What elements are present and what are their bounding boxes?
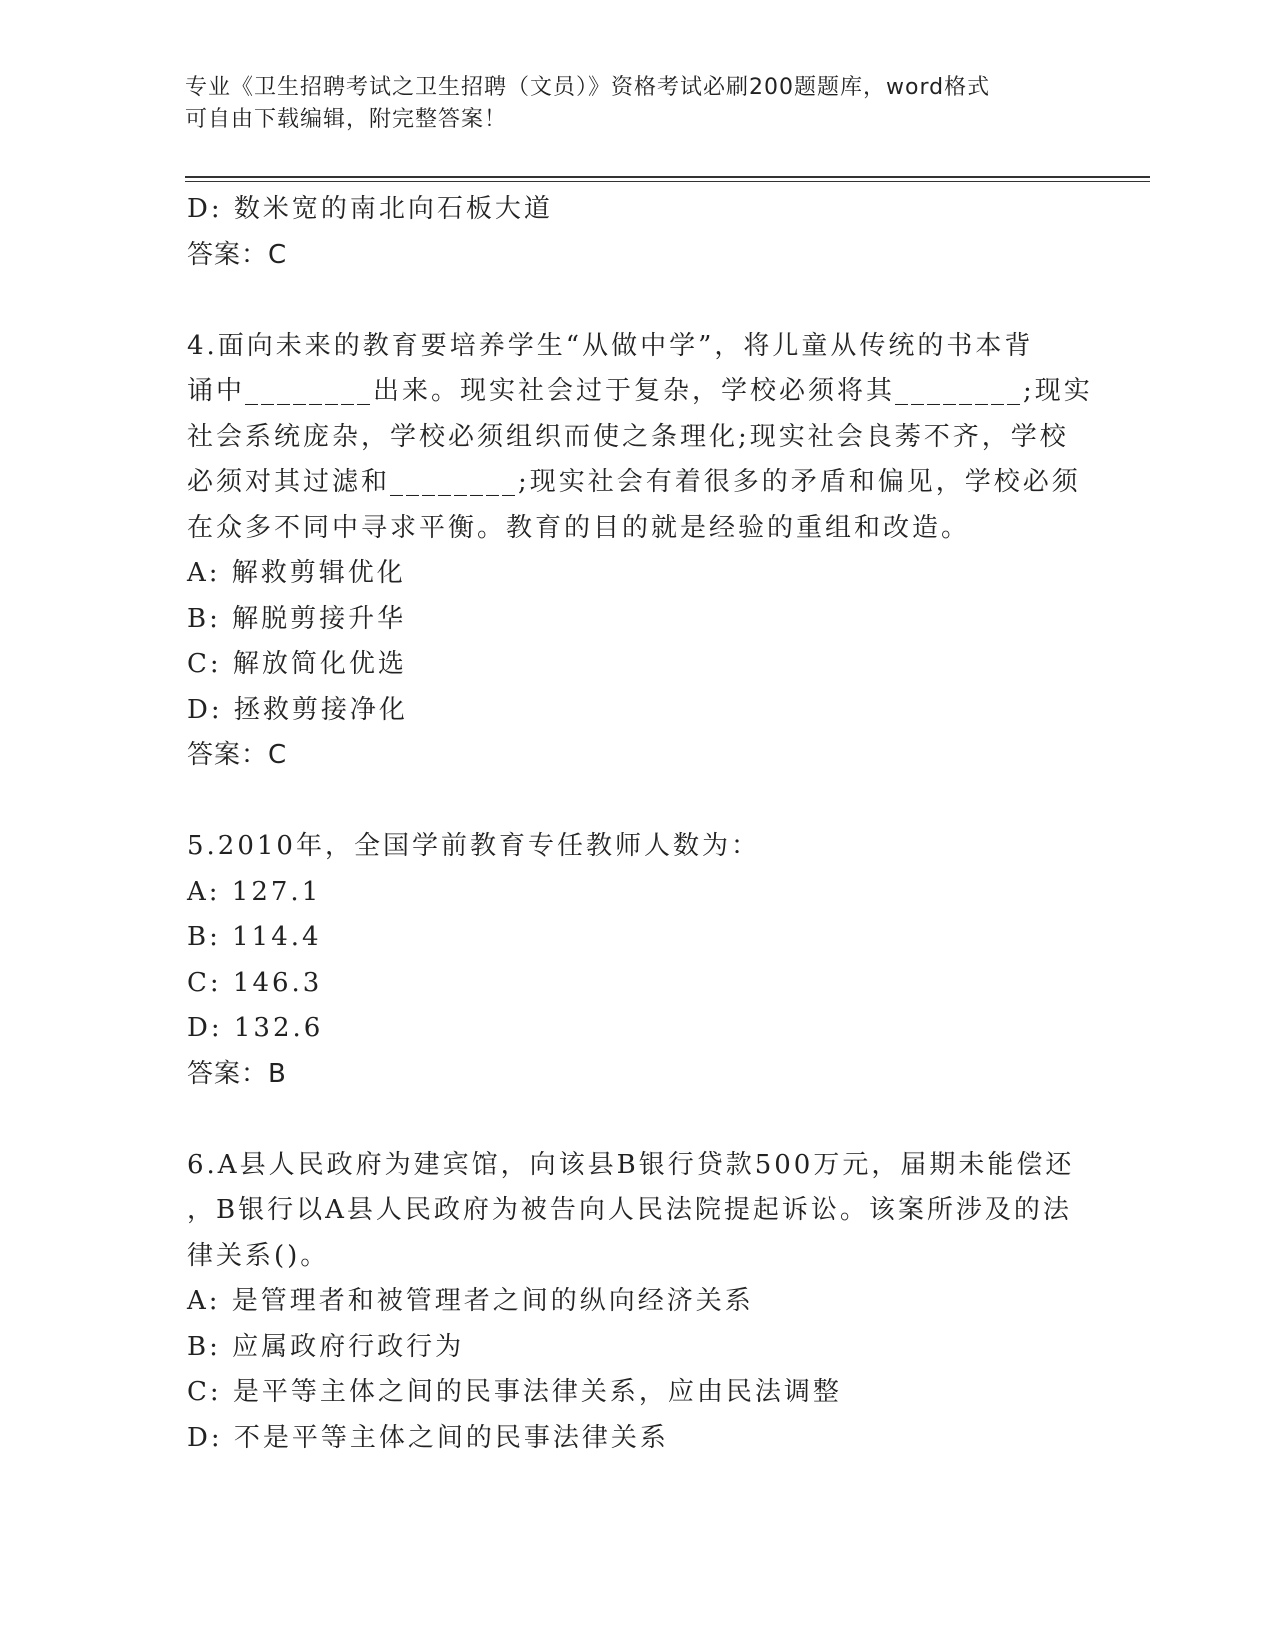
option-c: C: 是平等主体之间的民事法律关系，应由民法调整 [187, 1377, 842, 1407]
question-stem-line: 5.2010年，全国学前教育专任教师人数为： [187, 831, 760, 861]
header-rule-thin [185, 181, 1150, 182]
option-b: B: 解脱剪接升华 [187, 603, 407, 634]
question-stem-line: 在众多不同中寻求平衡。教育的目的就是经验的重组和改造。 [187, 512, 971, 543]
question-stem-line: 必须对其过滤和________;现实社会有着很多的矛盾和偏见，学校必须 [187, 467, 1081, 497]
spacer [187, 278, 1087, 324]
question-stem-line: 4.面向未来的教育要培养学生“从做中学”，将儿童从传统的书本背 [187, 330, 1034, 361]
answer-line: 答案：C [187, 239, 288, 270]
question-stem-line: 律关系()。 [187, 1240, 330, 1271]
option-a: A: 解救剪辑优化 [187, 558, 406, 588]
option-c: C: 解放简化优选 [187, 649, 407, 679]
question-stem-line: 社会系统庞杂，学校必须组织而使之条理化;现实社会良莠不齐，学校 [187, 421, 1069, 452]
answer-line: 答案：C [187, 740, 288, 770]
document-header [185, 72, 1085, 136]
answer-line: 答案：B [187, 1058, 287, 1089]
previous-question-tail [187, 187, 1087, 278]
header-line-2: 可自由下载编辑，附完整答案！ [185, 107, 508, 132]
option-c: C: 146.3 [187, 967, 323, 998]
header-line-1: 专业《卫生招聘考试之卫生招聘（文员）》资格考试必刷200题题库，word格式 [185, 75, 991, 100]
header-rule-thick [185, 176, 1150, 178]
spacer [187, 1097, 1087, 1143]
question-stem-line: 6.A县人民政府为建宾馆，向该县B银行贷款500万元，届期未能偿还 [187, 1149, 1075, 1180]
option-d: D: 数米宽的南北向石板大道 [187, 194, 553, 224]
question-4 [187, 324, 1093, 779]
question-content [187, 187, 1093, 1461]
question-stem-line: 诵中________出来。现实社会过于复杂，学校必须将其________;现实 [187, 376, 1093, 406]
option-d: D: 132.6 [187, 1013, 324, 1043]
option-b: B: 114.4 [187, 922, 322, 952]
question-stem-line: ，B银行以A县人民政府为被告向人民法院提起诉讼。该案所涉及的法 [187, 1195, 1072, 1225]
question-6 [187, 1143, 1087, 1462]
spacer [187, 779, 1087, 825]
option-d: D: 不是平等主体之间的民事法律关系 [187, 1422, 669, 1453]
option-a: A: 是管理者和被管理者之间的纵向经济关系 [187, 1286, 754, 1316]
question-5 [187, 824, 1087, 1097]
option-d: D: 拯救剪接净化 [187, 694, 408, 725]
option-a: A: 127.1 [187, 876, 322, 907]
option-b: B: 应属政府行政行为 [187, 1331, 465, 1362]
